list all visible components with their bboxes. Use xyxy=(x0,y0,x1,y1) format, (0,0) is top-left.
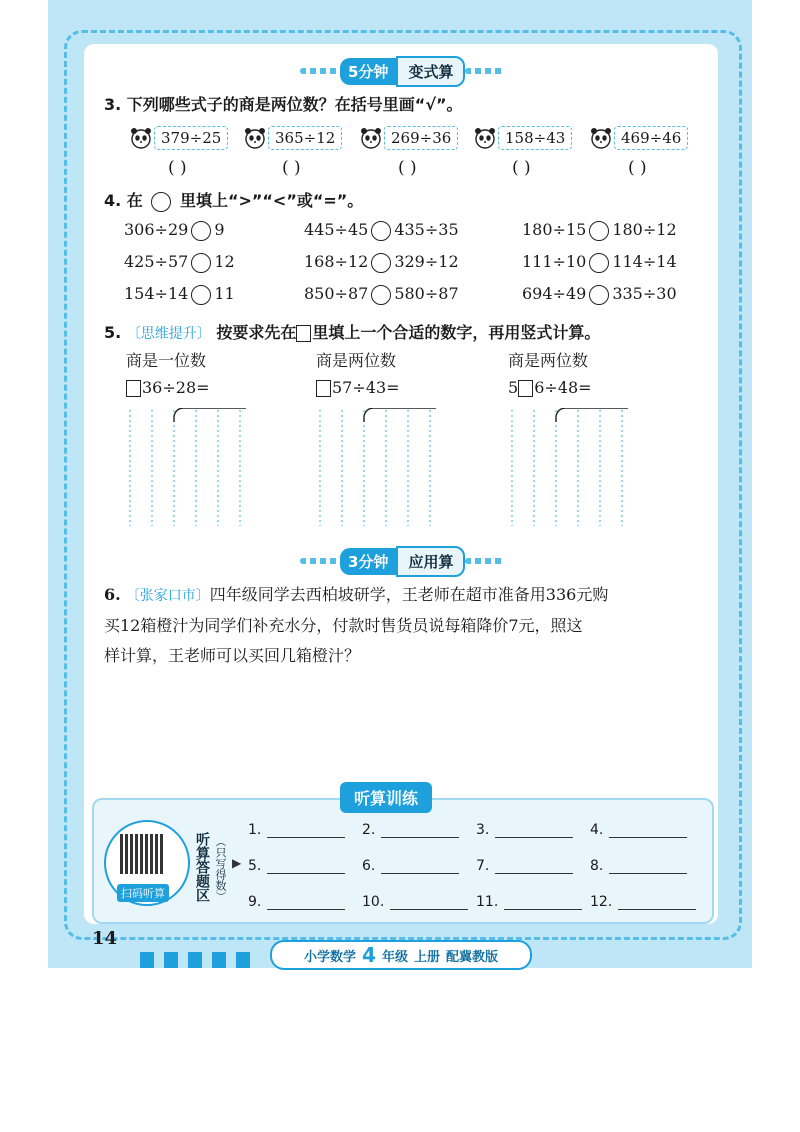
question-text-b: 里填上“>”“<”或“=”。 xyxy=(179,191,364,210)
footer-subject: 小学数学 xyxy=(304,949,357,965)
q5-expression xyxy=(508,378,592,397)
page-number: 14 xyxy=(92,928,118,949)
q3-answer-paren[interactable]: ( ) xyxy=(168,158,187,178)
q3-expression: 365÷12 xyxy=(268,126,342,150)
answer-number: 1. xyxy=(248,822,262,838)
answer-circle[interactable] xyxy=(589,285,609,305)
answer-slot[interactable] xyxy=(248,858,345,874)
q5-column-label: 商是两位数 xyxy=(316,351,397,370)
q3-answer-paren[interactable]: ( ) xyxy=(282,158,301,178)
q5-prefix: 5 xyxy=(508,378,519,397)
badge-time: 5分钟 xyxy=(340,58,396,85)
answer-number: 7. xyxy=(476,858,490,874)
comparison-item xyxy=(304,284,459,305)
comparison-item xyxy=(304,252,459,273)
comparison-item xyxy=(124,252,235,273)
badge-time: 3分钟 xyxy=(340,548,396,575)
answer-slot[interactable] xyxy=(248,894,345,910)
answer-line[interactable] xyxy=(267,859,345,874)
badge-title: 变式算 xyxy=(396,56,465,87)
comparison-right: 329÷12 xyxy=(394,252,459,271)
q5-expression-text: 36÷28= xyxy=(142,378,210,397)
answer-circle[interactable] xyxy=(191,253,211,273)
answer-number: 10. xyxy=(362,894,385,910)
q3-expression: 379÷25 xyxy=(154,126,228,150)
answer-slot[interactable] xyxy=(248,822,345,838)
answer-circle[interactable] xyxy=(191,285,211,305)
q5-expression-text: 57÷43= xyxy=(332,378,400,397)
comparison-item xyxy=(522,220,677,241)
comparison-left: 445÷45 xyxy=(304,220,369,239)
division-bracket xyxy=(556,408,628,422)
answer-line[interactable] xyxy=(609,823,687,838)
listening-title: 听算训练 xyxy=(340,782,432,813)
division-bracket xyxy=(364,408,436,422)
q3-item xyxy=(590,124,688,152)
answer-number: 4. xyxy=(590,822,604,838)
q3-item xyxy=(130,124,228,152)
answer-number: 3. xyxy=(476,822,490,838)
answer-circle[interactable] xyxy=(371,285,391,305)
comparison-item xyxy=(522,284,677,305)
question-tag: 〔思维提升〕 xyxy=(126,326,211,342)
question-line-2: 买12箱橙汁为同学们补充水分，付款时售货员说每箱降价7元，照这 xyxy=(104,616,583,635)
answer-circle[interactable] xyxy=(191,221,211,241)
footer-grade: 年级 xyxy=(381,949,408,965)
q3-answer-paren[interactable]: ( ) xyxy=(628,158,647,178)
answer-slot[interactable] xyxy=(476,894,582,910)
q5-expression xyxy=(316,378,400,397)
comparison-item xyxy=(522,252,677,273)
answer-line[interactable] xyxy=(618,895,696,910)
panda-icon xyxy=(360,127,382,149)
q5-work-area[interactable] xyxy=(126,408,246,528)
footer-grade-number: 4 xyxy=(362,943,376,967)
q3-expression: 469÷46 xyxy=(614,126,688,150)
comparison-left: 111÷10 xyxy=(522,252,587,271)
comparison-left: 425÷57 xyxy=(124,252,189,271)
comparison-left: 168÷12 xyxy=(304,252,369,271)
comparison-right: 335÷30 xyxy=(612,284,677,303)
answer-slot[interactable] xyxy=(590,894,696,910)
question-line-3: 样计算，王老师可以买回几箱橙汁？ xyxy=(104,646,361,665)
comparison-left: 180÷15 xyxy=(522,220,587,239)
arrow-right-icon: ▶ xyxy=(232,856,242,870)
comparison-left: 694÷49 xyxy=(522,284,587,303)
qr-label: 扫码听算 xyxy=(117,884,169,902)
square-icon xyxy=(296,325,311,342)
answer-line[interactable] xyxy=(381,859,459,874)
q3-item xyxy=(360,124,458,152)
q5-work-area[interactable] xyxy=(508,408,628,528)
q5-expression xyxy=(126,378,210,397)
answer-slot[interactable] xyxy=(362,822,459,838)
answer-number: 8. xyxy=(590,858,604,874)
question-5 xyxy=(104,320,600,343)
question-3 xyxy=(104,92,463,115)
question-6 xyxy=(104,580,704,671)
circle-icon xyxy=(151,192,171,212)
question-text-a: 按要求先在 xyxy=(216,323,297,342)
answer-line[interactable] xyxy=(495,859,573,874)
answer-slot[interactable] xyxy=(590,822,687,838)
comparison-right: 580÷87 xyxy=(394,284,459,303)
question-text-a: 在 xyxy=(126,191,143,210)
answer-area-note: （只写得数） xyxy=(214,836,227,902)
comparison-right: 12 xyxy=(214,252,235,271)
question-4 xyxy=(104,188,363,212)
footer-edition: 配冀教版 xyxy=(445,949,498,965)
q3-item xyxy=(244,124,342,152)
section-badge-middle xyxy=(300,548,505,574)
comparison-left: 154÷14 xyxy=(124,284,189,303)
answer-line[interactable] xyxy=(267,823,345,838)
q3-item xyxy=(474,124,572,152)
answer-square[interactable] xyxy=(316,380,331,397)
comparison-left: 306÷29 xyxy=(124,220,189,239)
q3-expression: 269÷36 xyxy=(384,126,458,150)
answer-number: 2. xyxy=(362,822,376,838)
comparison-item xyxy=(124,284,235,305)
answer-line[interactable] xyxy=(495,823,573,838)
question-tag: 〔张家口市〕 xyxy=(125,588,210,604)
answer-circle[interactable] xyxy=(371,253,391,273)
answer-square[interactable] xyxy=(126,380,141,397)
answer-number: 12. xyxy=(590,894,613,910)
panda-icon xyxy=(130,127,152,149)
q3-answer-paren[interactable]: ( ) xyxy=(512,158,531,178)
comparison-right: 114÷14 xyxy=(612,252,677,271)
comparison-item xyxy=(304,220,459,241)
answer-number: 6. xyxy=(362,858,376,874)
answer-slot[interactable] xyxy=(362,894,468,910)
answer-circle[interactable] xyxy=(371,221,391,241)
question-number: 4. xyxy=(104,191,122,210)
answer-line[interactable] xyxy=(390,895,468,910)
question-text-b: 里填上一个合适的数字，再用竖式计算。 xyxy=(312,323,601,342)
answer-number: 9. xyxy=(248,894,262,910)
q5-column-label: 商是一位数 xyxy=(126,351,207,370)
question-number: 5. xyxy=(104,323,122,342)
answer-circle[interactable] xyxy=(589,253,609,273)
q3-expression: 158÷43 xyxy=(498,126,572,150)
division-bracket xyxy=(174,408,246,422)
answer-line[interactable] xyxy=(609,859,687,874)
answer-slot[interactable] xyxy=(590,858,687,874)
comparison-right: 9 xyxy=(214,220,225,239)
comparison-right: 180÷12 xyxy=(612,220,677,239)
question-line-1: 四年级同学去西柏坡研学，王老师在超市准备用336元购 xyxy=(209,585,609,604)
q5-column-label: 商是两位数 xyxy=(508,351,589,370)
answer-slot[interactable] xyxy=(476,822,573,838)
comparison-right: 435÷35 xyxy=(394,220,459,239)
answer-circle[interactable] xyxy=(589,221,609,241)
panda-icon xyxy=(590,127,612,149)
answer-line[interactable] xyxy=(381,823,459,838)
panda-icon xyxy=(244,127,266,149)
answer-square[interactable] xyxy=(518,380,533,397)
footer-book-info xyxy=(270,940,532,970)
answer-slot[interactable] xyxy=(476,858,573,874)
answer-number: 5. xyxy=(248,858,262,874)
badge-title: 应用算 xyxy=(396,546,465,577)
section-badge-top xyxy=(300,58,505,84)
question-number: 6. xyxy=(104,585,121,604)
answer-area-label: 听算答题区 xyxy=(194,832,210,902)
answer-slot[interactable] xyxy=(362,858,459,874)
comparison-right: 11 xyxy=(214,284,235,303)
answer-line[interactable] xyxy=(267,895,345,910)
q5-expression-text: 6÷48= xyxy=(534,378,592,397)
q5-work-area[interactable] xyxy=(316,408,436,528)
footer-blocks xyxy=(140,952,250,968)
question-number: 3. xyxy=(104,95,122,114)
comparison-left: 850÷87 xyxy=(304,284,369,303)
comparison-item xyxy=(124,220,225,241)
qr-code-icon[interactable] xyxy=(120,834,164,874)
footer-volume: 上册 xyxy=(413,949,440,965)
panda-icon xyxy=(474,127,496,149)
question-text: 下列哪些式子的商是两位数？在括号里画“√”。 xyxy=(126,95,463,114)
q3-answer-paren[interactable]: ( ) xyxy=(398,158,417,178)
answer-line[interactable] xyxy=(504,895,582,910)
answer-number: 11. xyxy=(476,894,499,910)
